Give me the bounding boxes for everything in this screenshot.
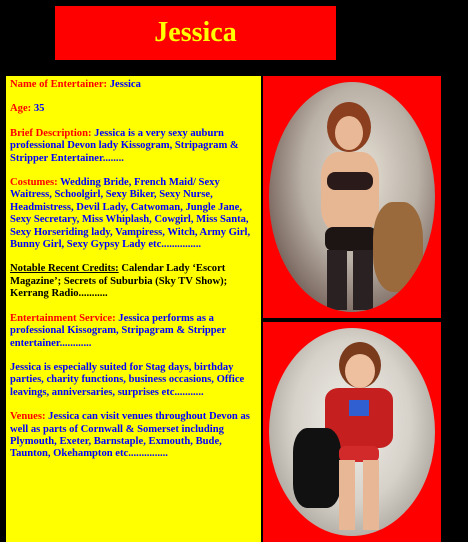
photo-portrait-lingerie	[269, 82, 435, 312]
suited-text: Jessica is especially suited for Stag days, birthday parties, charity functions, business occasions, Office leavings, anniversaries, surprises etc...........	[10, 361, 245, 398]
costumes-label: Costumes:	[10, 177, 58, 189]
credits-row	[10, 263, 257, 300]
credits-value: Calendar Lady ‘Escort Magazine’; Secrets of Suburbia (Sky TV Show); Kerrang Radio...........	[10, 263, 228, 300]
brief-value: Jessica is a very sexy auburn professional Devon lady Kissogram, Stripagram & Stripper Entertainer........	[10, 127, 239, 164]
page-title: Jessica	[154, 17, 237, 48]
title-banner	[55, 6, 336, 60]
name-label: Name of Entertainer:	[10, 79, 108, 90]
credits-label: Notable Recent Credits:	[10, 263, 119, 275]
service-value: Jessica performs as a professional Kissogram, Stripagram & Stripper entertainer............	[10, 312, 226, 349]
costumes-value: Wedding Bride, French Maid/ Sexy Waitress, Schoolgirl, Sexy Biker, Sexy Nurse, Headmistress, Devil Lady, Catwoman, Jungle Jane, Sexy Secretary, Miss Whiplash, Cowgirl, Miss Santa, Sexy Horseriding lady, Vampiress, Witch, Army Girl, Bunny Girl, Sexy Gypsy Lady etc...............	[10, 177, 251, 251]
profile-panel	[6, 76, 261, 542]
service-label: Entertainment Service:	[10, 312, 116, 324]
photo-2	[263, 322, 441, 542]
name-value: Jessica	[109, 79, 141, 90]
service-row	[10, 313, 257, 350]
venues-value: Jessica can visit venues throughout Devon as well as parts of Cornwall & Somerset including Plymouth, Exeter, Barnstaple, Exmouth, Bude, Taunton, Okehampton etc...............	[10, 411, 250, 460]
venues-label: Venues:	[10, 411, 46, 423]
age-label: Age:	[10, 103, 32, 115]
name-row	[10, 79, 257, 91]
brief-label: Brief Description:	[10, 127, 92, 139]
suited-row	[10, 362, 257, 399]
costumes-row	[10, 177, 257, 251]
venues-row	[10, 411, 257, 461]
age-value: 35	[33, 103, 45, 115]
photo-portrait-schoolgirl	[269, 328, 435, 536]
photo-1	[263, 76, 441, 318]
brief-row	[10, 128, 257, 165]
age-row	[10, 103, 257, 115]
